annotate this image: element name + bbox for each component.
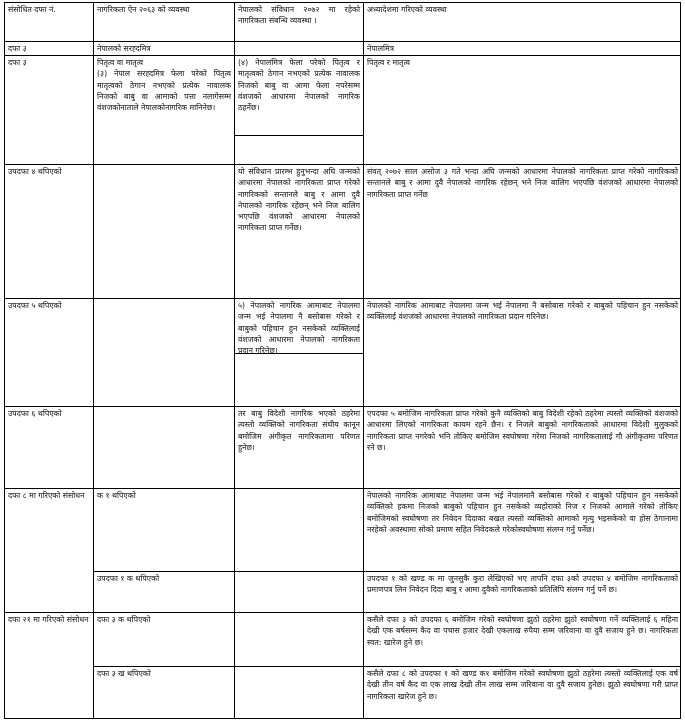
row-divider — [234, 135, 363, 136]
row5-section: उपदफा ६ थपिएको — [8, 409, 62, 418]
row5-ordinance-text: एपदफा ५ बमोजिम नागरिकता प्राप्त गरेको कुनै व्यक्तिको बाबु विदेशी रहेको ठहरेमा त्यस्तो व्यक्तिको वंशजको आधारमा लिएको नागरिकता कायम रहने छैन। र निजले बाबुको नागरिकताको आधारमा विदेशी मुलुकको नागरिकता प्राप्त नगरेको भनि तोकिए बमोजिम स्वघोषणा गरेमा निजको नागरिकतालाई गौ अंगीकृतमा परिणत रने छ। — [367, 409, 678, 452]
row3-ordinance-text: संवत् २०७२ साल असोज ३ गते भन्दा अघि जन्मको आधारमा नेपालको नागरिकता प्राप्त गरेको नागरिकको सन्तानले बाबु र आमा दुवै नेपालको नागरिक रहेछन् भने निज बालिग भएपछि वंशजको आधारमा नेपालको नागरिकता प्राप्त गर्नेछ — [367, 167, 678, 199]
row4-section: उपदफा ५ थपिएको — [8, 301, 62, 310]
row6-constitution-text — [235, 489, 363, 571]
row2-act-text — [94, 56, 234, 164]
row1-constitution-text — [235, 42, 363, 55]
row3-constitution-text: यो संविधान प्रारम्भ हुनुभन्दा अघि जन्मको आधारमा नेपालको नागरिकता प्राप्त गरेको नागरिकको सन्तानले बाबु र आमा दुवै नेपालको नागरिक रहेछन् भने निज बालिग भएपछि वंशजको आधारमा नेपालको नागरिकता प्राप्त गर्नेछ। — [238, 167, 360, 233]
row9-constitution-text — [235, 667, 363, 718]
row1-ordinance-text: नेपालमित्र — [367, 44, 395, 53]
row3-act-text — [94, 165, 234, 298]
row2-act-body: (३) नेपाल सरह्दमित्र फेला परेको पितृत्व मातृत्वको ठेगान नभएको प्रत्येक नावालक निजको बाबु वा आमाको पत्ता नलागेसम्म वंशजकोनाताले नेपालकोनागरिक मानिनेछ। — [97, 69, 231, 113]
row4-act-text — [94, 299, 234, 406]
row6-section: दफा ८ मा गरिएको संसोधन — [8, 491, 85, 500]
row2-constitution-text: (४) नेपालमित्र फेला परेको पितृत्व र मातृत्वको ठेगान नभएको प्रत्येक नावालक निजको बाबु वा आमा फेला नपरेसम्म वंशजको आधारमा नेपालको नागरिक ठहर्नेछ। — [238, 58, 360, 113]
row4-ordinance-text: नेपालको नागरिक आमाबाट नेपालमा जन्म भई नेपालमा नै बसोबास गरेको र बाबुको पहिचान हुन नसकेको व्यक्तिलाई वंशजको आधारमा नेपालको नागरिकता प्रदान गरिनेछ। — [367, 301, 678, 322]
row1-section: दफा ३ — [8, 44, 27, 53]
header-ordinance: अध्यादेशमा गरिएको व्यवस्था — [367, 5, 447, 14]
row8-constitution-text — [235, 613, 363, 666]
row7-act-text: उपदफा १ क थपिएको — [97, 574, 160, 583]
row1-act-text: नेपालको सरह्दमित्र — [97, 44, 151, 53]
comparison-table — [4, 2, 681, 719]
row8-section: दफा २१ मा गरिएको संसोधन — [8, 615, 89, 624]
row9-act-text: दफा ३ ख थपिएको — [97, 669, 151, 678]
row8-act-text: दफा ३ क थपिएको — [97, 615, 151, 624]
row5-act-text — [94, 407, 234, 488]
row2-section: दफा ३ — [8, 58, 27, 67]
header-citizenship-act: नागरिकता ऐन २०६३ को व्यवस्था — [97, 5, 190, 14]
row6-act-text: क १ थपिएको — [97, 491, 136, 500]
row2-act-heading: पितृत्व वा मातृत्व — [97, 58, 144, 67]
row3-section: उपदफा ४ थपिएको — [8, 167, 62, 176]
row7-ordinance-text: उपदफा १ को खण्ड क मा जुनसुकै कुरा लेखिएको भए तापनि दफा ३को उपदफा ४ बमोजिम नागरिकताको प्रमाणपत्र लिन निवेदन दिदा बाबु र आमा दुवैको नागरिकताको प्रतिलिपि संलग्न गर्नु पर्ने छ। — [367, 574, 678, 595]
row6-ordinance-text: नेपालको नागरिक आमाबाट नेपालमा जन्म भई नेपालमानै बसोबास गरेको र बाबुको पहिचान हुन नसकेको व्यक्तिको हकमा निजको बाबुको पहिचान हुन नसकेको व्यहोराको निज र निजको आमाले गरेको तोकिए बमोजिमको स्वघोषणा तर निवेदन दिदाका बखत त्यस्तो व्यक्तिको आमाको मृत्यु भइसकेको वा होस ठेगानामा नरहेको अवस्थामा सोको प्रमाण सहित निवेदकले गरेकोस्वघोषणा संलग्न गर्नु पर्नेछ। — [367, 491, 678, 534]
header-constitution: नेपालको संविधान २०७२ मा रहेको नागरिकता संबन्धि व्यवस्था । — [238, 5, 360, 26]
row7-constitution-text — [235, 572, 363, 612]
header-amended-section: संसोधित दफा नं. — [8, 5, 56, 14]
row5-constitution-text: तर बाबु विदेशी नागरिक भएको ठहरेमा त्यस्तो व्यक्तिको नागरिकता संघीय कानून बमोजिम अंगीकृत नागरिकतामा परिणत हुनेछ। — [238, 409, 360, 452]
row2-ordinance-text: पितृत्व र मातृत्व — [367, 58, 410, 67]
row8-ordinance-text: कसैले दफा ३ को उपदफा ६ बमोजिम गरेको स्वघोषणा झुठो ठहरेमा झुठो स्वघोषणा गर्ने व्यक्तिलाई ६ महिना देखी एक बर्षसम्म कैद वा पचास हजार देखी एकलाख रुपैया सम्म जरिवाना वा दुवै सजाय हुने छ। नागरिकता स्वत: खारेज हुने छ। — [367, 615, 678, 647]
row4-constitution-text: ५) नेपालको नागरिक आमाबाट नेपालमा जन्म भई नेपालमा नै बसोबास गरेको र बाबुको पहिचान हुन नसकेको व्यक्तिलाई वंशजको आधारमा नेपालको नागरिकता प्रदान गरिनेछ। — [238, 301, 360, 356]
row9-ordinance-text: कसैले दफा ८ को उपदफा १ को खण्ड क१ बमोजिम गरेको स्वघोषणा झुठो ठहरेमा त्यस्तो व्यक्तिलाई एक वर्ष देखी तीन वर्ष कैद वा एक लाख देखी तीन लाख सम्म जरिवाना वा दुवै सजाय हुनेछ। झुठो स्वघोषणा गरी प्राप्त नागरिकता खारेज हुने छ। — [367, 669, 678, 701]
